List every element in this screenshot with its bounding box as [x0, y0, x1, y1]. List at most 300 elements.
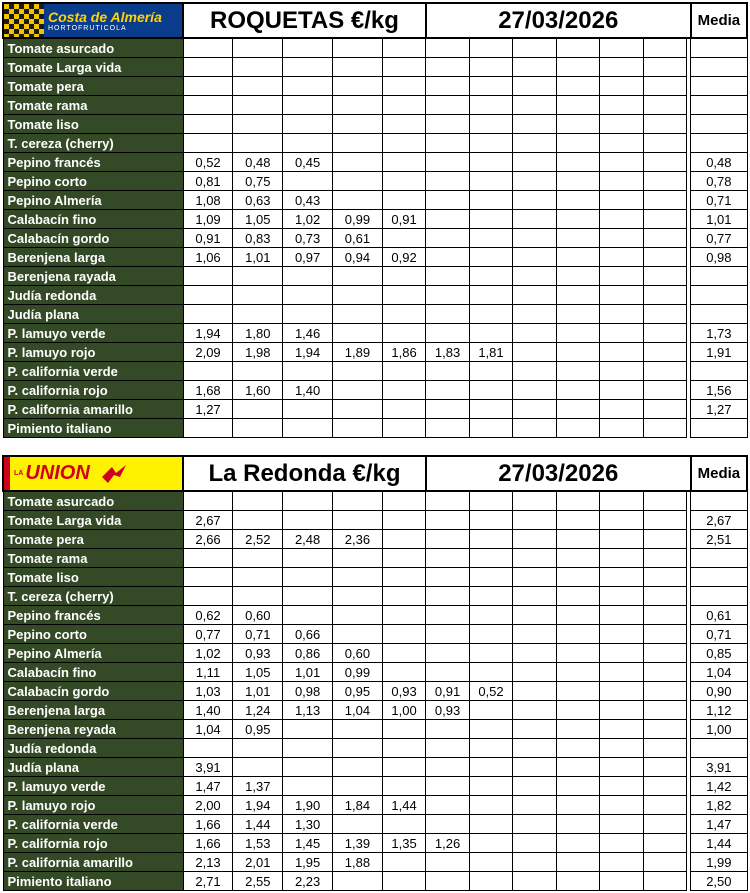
price-cell: 1,02 [283, 210, 333, 229]
price-cell [600, 58, 643, 77]
product-name: Tomate Larga vida [3, 58, 183, 77]
price-cell [513, 305, 556, 324]
price-cell [283, 419, 333, 438]
price-cell [233, 38, 283, 58]
table-row [3, 58, 747, 77]
price-cell: 0,95 [233, 720, 283, 739]
table-row [3, 701, 747, 720]
price-cell [469, 796, 512, 815]
price-cell: 2,67 [183, 511, 233, 530]
price-cell [469, 419, 512, 438]
price-cell [469, 834, 512, 853]
price-cell: 1,27 [183, 400, 233, 419]
price-cell [233, 115, 283, 134]
average-cell [691, 419, 747, 438]
price-cell: 1,60 [233, 381, 283, 400]
price-cell [469, 267, 512, 286]
price-cell [600, 77, 643, 96]
price-cell [283, 286, 333, 305]
market-date: 27/03/2026 [426, 456, 691, 491]
average-cell: 1,44 [691, 834, 747, 853]
price-cell [233, 305, 283, 324]
price-cell [600, 625, 643, 644]
price-cell [600, 644, 643, 663]
price-cell [233, 758, 283, 777]
price-cell [643, 606, 686, 625]
price-cell [556, 324, 599, 343]
price-cell [469, 853, 512, 872]
product-name: Judía plana [3, 305, 183, 324]
table-row [3, 834, 747, 853]
price-cell [382, 777, 426, 796]
price-cell [643, 267, 686, 286]
price-cell [513, 777, 556, 796]
price-cell: 2,66 [183, 530, 233, 549]
price-cell [333, 305, 383, 324]
price-cell: 0,63 [233, 191, 283, 210]
price-cell [643, 210, 686, 229]
price-cell [469, 38, 512, 58]
price-cell [469, 491, 512, 511]
average-cell [691, 77, 747, 96]
price-cell [513, 96, 556, 115]
price-cell [469, 568, 512, 587]
table-row [3, 172, 747, 191]
price-cell [556, 305, 599, 324]
price-cell [513, 872, 556, 891]
price-cell [600, 153, 643, 172]
price-cell: 1,01 [283, 663, 333, 682]
price-cell [333, 739, 383, 758]
price-cell: 2,00 [183, 796, 233, 815]
price-cell [643, 191, 686, 210]
price-cell [426, 77, 469, 96]
price-cell [600, 38, 643, 58]
product-name: Judía redonda [3, 739, 183, 758]
roquetas-price-table [2, 2, 748, 438]
product-name: Tomate pera [3, 530, 183, 549]
product-name: P. lamuyo rojo [3, 796, 183, 815]
price-cell [513, 38, 556, 58]
table-row [3, 568, 747, 587]
price-cell [513, 248, 556, 267]
average-cell [691, 38, 747, 58]
price-cell [183, 587, 233, 606]
price-cell [183, 115, 233, 134]
product-name: Pimiento italiano [3, 872, 183, 891]
price-cell: 0,91 [426, 682, 469, 701]
price-cell: 2,52 [233, 530, 283, 549]
price-cell: 1,01 [233, 248, 283, 267]
price-cell [426, 38, 469, 58]
price-cell [600, 720, 643, 739]
price-cell [333, 172, 383, 191]
price-cell [513, 191, 556, 210]
price-cell: 1,45 [283, 834, 333, 853]
price-cell [283, 38, 333, 58]
average-cell [691, 739, 747, 758]
price-cell [513, 153, 556, 172]
price-cell [426, 305, 469, 324]
price-cell: 0,66 [283, 625, 333, 644]
price-cell [183, 267, 233, 286]
average-cell: 0,77 [691, 229, 747, 248]
price-cell [382, 77, 426, 96]
price-cell [426, 267, 469, 286]
price-cell [469, 58, 512, 77]
price-cell [333, 419, 383, 438]
price-cell [469, 530, 512, 549]
price-cell [333, 568, 383, 587]
table-row [3, 248, 747, 267]
price-cell [600, 663, 643, 682]
average-cell [691, 587, 747, 606]
price-cell [426, 400, 469, 419]
price-cell [513, 210, 556, 229]
price-cell [333, 58, 383, 77]
price-cell [513, 815, 556, 834]
price-cell: 2,71 [183, 872, 233, 891]
price-cell: 1,39 [333, 834, 383, 853]
price-cell [643, 134, 686, 153]
price-cell [513, 381, 556, 400]
price-cell [283, 720, 333, 739]
price-cell [600, 248, 643, 267]
price-cell [643, 587, 686, 606]
price-cell: 0,45 [283, 153, 333, 172]
price-cell [643, 777, 686, 796]
price-cell [382, 362, 426, 381]
price-cell: 1,30 [283, 815, 333, 834]
table-row [3, 853, 747, 872]
price-cell: 1,04 [183, 720, 233, 739]
table-row [3, 305, 747, 324]
price-cell [556, 872, 599, 891]
price-cell: 1,66 [183, 834, 233, 853]
price-cell: 0,75 [233, 172, 283, 191]
price-cell [469, 134, 512, 153]
price-cell [513, 115, 556, 134]
price-cell [333, 96, 383, 115]
price-cell [600, 96, 643, 115]
price-cell [233, 511, 283, 530]
price-cell [233, 400, 283, 419]
price-cell [233, 362, 283, 381]
price-cell: 1,44 [382, 796, 426, 815]
price-cell [643, 115, 686, 134]
price-cell [643, 644, 686, 663]
price-cell [283, 172, 333, 191]
price-cell [426, 549, 469, 568]
price-cell [556, 606, 599, 625]
table-row [3, 134, 747, 153]
price-cell: 1,06 [183, 248, 233, 267]
price-cell: 1,03 [183, 682, 233, 701]
price-cell [426, 739, 469, 758]
average-cell [691, 362, 747, 381]
price-cell [643, 38, 686, 58]
average-cell [691, 549, 747, 568]
price-cell: 1,37 [233, 777, 283, 796]
price-cell [469, 362, 512, 381]
table-row [3, 549, 747, 568]
average-cell: 0,48 [691, 153, 747, 172]
price-cell [233, 267, 283, 286]
price-cell [600, 834, 643, 853]
price-cell [283, 491, 333, 511]
price-cell [600, 191, 643, 210]
average-cell: 1,00 [691, 720, 747, 739]
price-cell [556, 491, 599, 511]
price-cell [600, 400, 643, 419]
average-cell [691, 568, 747, 587]
price-cell [183, 58, 233, 77]
price-cell: 1,66 [183, 815, 233, 834]
price-cell [382, 739, 426, 758]
average-cell: 2,50 [691, 872, 747, 891]
price-cell [643, 530, 686, 549]
price-cell: 1,94 [283, 343, 333, 362]
price-cell [513, 172, 556, 191]
price-cell [643, 153, 686, 172]
price-cell [600, 796, 643, 815]
price-cell [382, 172, 426, 191]
la-redonda-price-sheet [2, 455, 748, 891]
price-cell [382, 267, 426, 286]
price-cell [643, 815, 686, 834]
table-row [3, 625, 747, 644]
price-cell: 0,94 [333, 248, 383, 267]
price-cell [382, 853, 426, 872]
price-cell [643, 625, 686, 644]
la-union-logo [3, 456, 183, 491]
price-cell [382, 153, 426, 172]
price-cell [513, 229, 556, 248]
price-cell [183, 305, 233, 324]
price-cell [469, 720, 512, 739]
price-cell: 0,93 [382, 682, 426, 701]
price-cell [333, 491, 383, 511]
price-cell [183, 286, 233, 305]
price-cell [556, 587, 599, 606]
price-cell [600, 853, 643, 872]
product-name: Tomate rama [3, 549, 183, 568]
price-cell: 2,09 [183, 343, 233, 362]
price-cell [333, 758, 383, 777]
price-cell [333, 587, 383, 606]
price-cell: 1,05 [233, 663, 283, 682]
average-cell: 0,71 [691, 191, 747, 210]
price-cell [643, 720, 686, 739]
price-cell [643, 172, 686, 191]
price-cell [556, 530, 599, 549]
table-row [3, 663, 747, 682]
price-cell [469, 758, 512, 777]
price-cell [643, 853, 686, 872]
price-cell [469, 511, 512, 530]
price-cell [382, 381, 426, 400]
table-row [3, 115, 747, 134]
price-cell [382, 663, 426, 682]
price-cell [600, 606, 643, 625]
price-cell: 2,01 [233, 853, 283, 872]
price-cell: 1,00 [382, 701, 426, 720]
product-name: Pepino Almería [3, 644, 183, 663]
price-cell [643, 568, 686, 587]
price-cell [600, 491, 643, 511]
product-name: Berenjena rayada [3, 267, 183, 286]
price-cell [643, 758, 686, 777]
product-name: P. lamuyo verde [3, 324, 183, 343]
average-cell: 0,90 [691, 682, 747, 701]
price-cell [382, 872, 426, 891]
price-cell [556, 134, 599, 153]
table-row [3, 777, 747, 796]
price-cell [600, 229, 643, 248]
price-cell [600, 815, 643, 834]
price-cell [513, 758, 556, 777]
price-cell: 1,84 [333, 796, 383, 815]
price-cell: 1,47 [183, 777, 233, 796]
price-cell [426, 191, 469, 210]
price-cell [183, 77, 233, 96]
price-cell [556, 568, 599, 587]
table-row [3, 491, 747, 511]
price-cell [556, 38, 599, 58]
price-cell [233, 739, 283, 758]
price-cell: 0,60 [333, 644, 383, 663]
table-row [3, 229, 747, 248]
price-cell [382, 324, 426, 343]
price-cell: 0,91 [382, 210, 426, 229]
price-cell [469, 872, 512, 891]
table-row [3, 872, 747, 891]
price-cell [382, 530, 426, 549]
product-name: Tomate pera [3, 77, 183, 96]
product-name: P. california rojo [3, 381, 183, 400]
price-cell: 1,81 [469, 343, 512, 362]
price-cell [513, 286, 556, 305]
price-cell [333, 324, 383, 343]
price-cell [426, 96, 469, 115]
price-cell [513, 267, 556, 286]
price-cell [333, 267, 383, 286]
table-row [3, 267, 747, 286]
average-cell [691, 115, 747, 134]
average-cell: 2,67 [691, 511, 747, 530]
price-cell [600, 568, 643, 587]
price-cell [556, 210, 599, 229]
price-cell [283, 777, 333, 796]
price-cell [513, 343, 556, 362]
price-cell [469, 305, 512, 324]
product-name: P. lamuyo verde [3, 777, 183, 796]
product-name: P. california amarillo [3, 853, 183, 872]
price-cell [283, 134, 333, 153]
average-cell: 1,42 [691, 777, 747, 796]
price-cell: 0,93 [426, 701, 469, 720]
product-name: Pimiento italiano [3, 419, 183, 438]
price-cell [426, 58, 469, 77]
price-cell [333, 153, 383, 172]
price-cell: 1,46 [283, 324, 333, 343]
price-cell: 1,90 [283, 796, 333, 815]
product-name: Judía plana [3, 758, 183, 777]
product-name: Tomate rama [3, 96, 183, 115]
price-cell [283, 549, 333, 568]
price-cell: 1,95 [283, 853, 333, 872]
price-cell [556, 248, 599, 267]
price-cell [283, 58, 333, 77]
price-cell [426, 606, 469, 625]
price-cell: 1,53 [233, 834, 283, 853]
table-row [3, 739, 747, 758]
price-cell [643, 682, 686, 701]
price-cell [233, 568, 283, 587]
price-cell [233, 491, 283, 511]
price-cell [600, 587, 643, 606]
price-cell [333, 720, 383, 739]
price-cell: 1,11 [183, 663, 233, 682]
checkered-flag-icon [4, 4, 44, 37]
table-row [3, 381, 747, 400]
product-name: Calabacín gordo [3, 229, 183, 248]
price-cell [233, 77, 283, 96]
price-cell [643, 324, 686, 343]
average-cell: 0,98 [691, 248, 747, 267]
price-cell: 1,13 [283, 701, 333, 720]
price-cell [513, 400, 556, 419]
price-cell [556, 419, 599, 438]
price-cell: 0,52 [469, 682, 512, 701]
price-cell [183, 568, 233, 587]
price-cell [643, 796, 686, 815]
price-cell [382, 491, 426, 511]
price-cell [426, 872, 469, 891]
table-row [3, 362, 747, 381]
price-cell: 0,93 [233, 644, 283, 663]
table-row [3, 343, 747, 362]
price-cell: 2,23 [283, 872, 333, 891]
price-cell [426, 853, 469, 872]
price-cell: 0,52 [183, 153, 233, 172]
table-row [3, 38, 747, 58]
price-cell [556, 834, 599, 853]
price-cell [469, 286, 512, 305]
price-cell: 0,61 [333, 229, 383, 248]
average-cell: 1,27 [691, 400, 747, 419]
price-cell: 0,91 [183, 229, 233, 248]
price-cell [600, 134, 643, 153]
price-cell [233, 286, 283, 305]
price-cell [643, 511, 686, 530]
product-name: T. cereza (cherry) [3, 587, 183, 606]
price-cell: 0,83 [233, 229, 283, 248]
price-cell: 0,98 [283, 682, 333, 701]
price-cell [183, 38, 233, 58]
price-cell: 1,98 [233, 343, 283, 362]
price-cell [283, 267, 333, 286]
product-name: P. california verde [3, 362, 183, 381]
price-cell [556, 815, 599, 834]
average-cell [691, 58, 747, 77]
price-cell [382, 134, 426, 153]
price-cell [643, 286, 686, 305]
price-cell [556, 625, 599, 644]
table-row [3, 796, 747, 815]
price-cell [333, 191, 383, 210]
average-cell [691, 305, 747, 324]
